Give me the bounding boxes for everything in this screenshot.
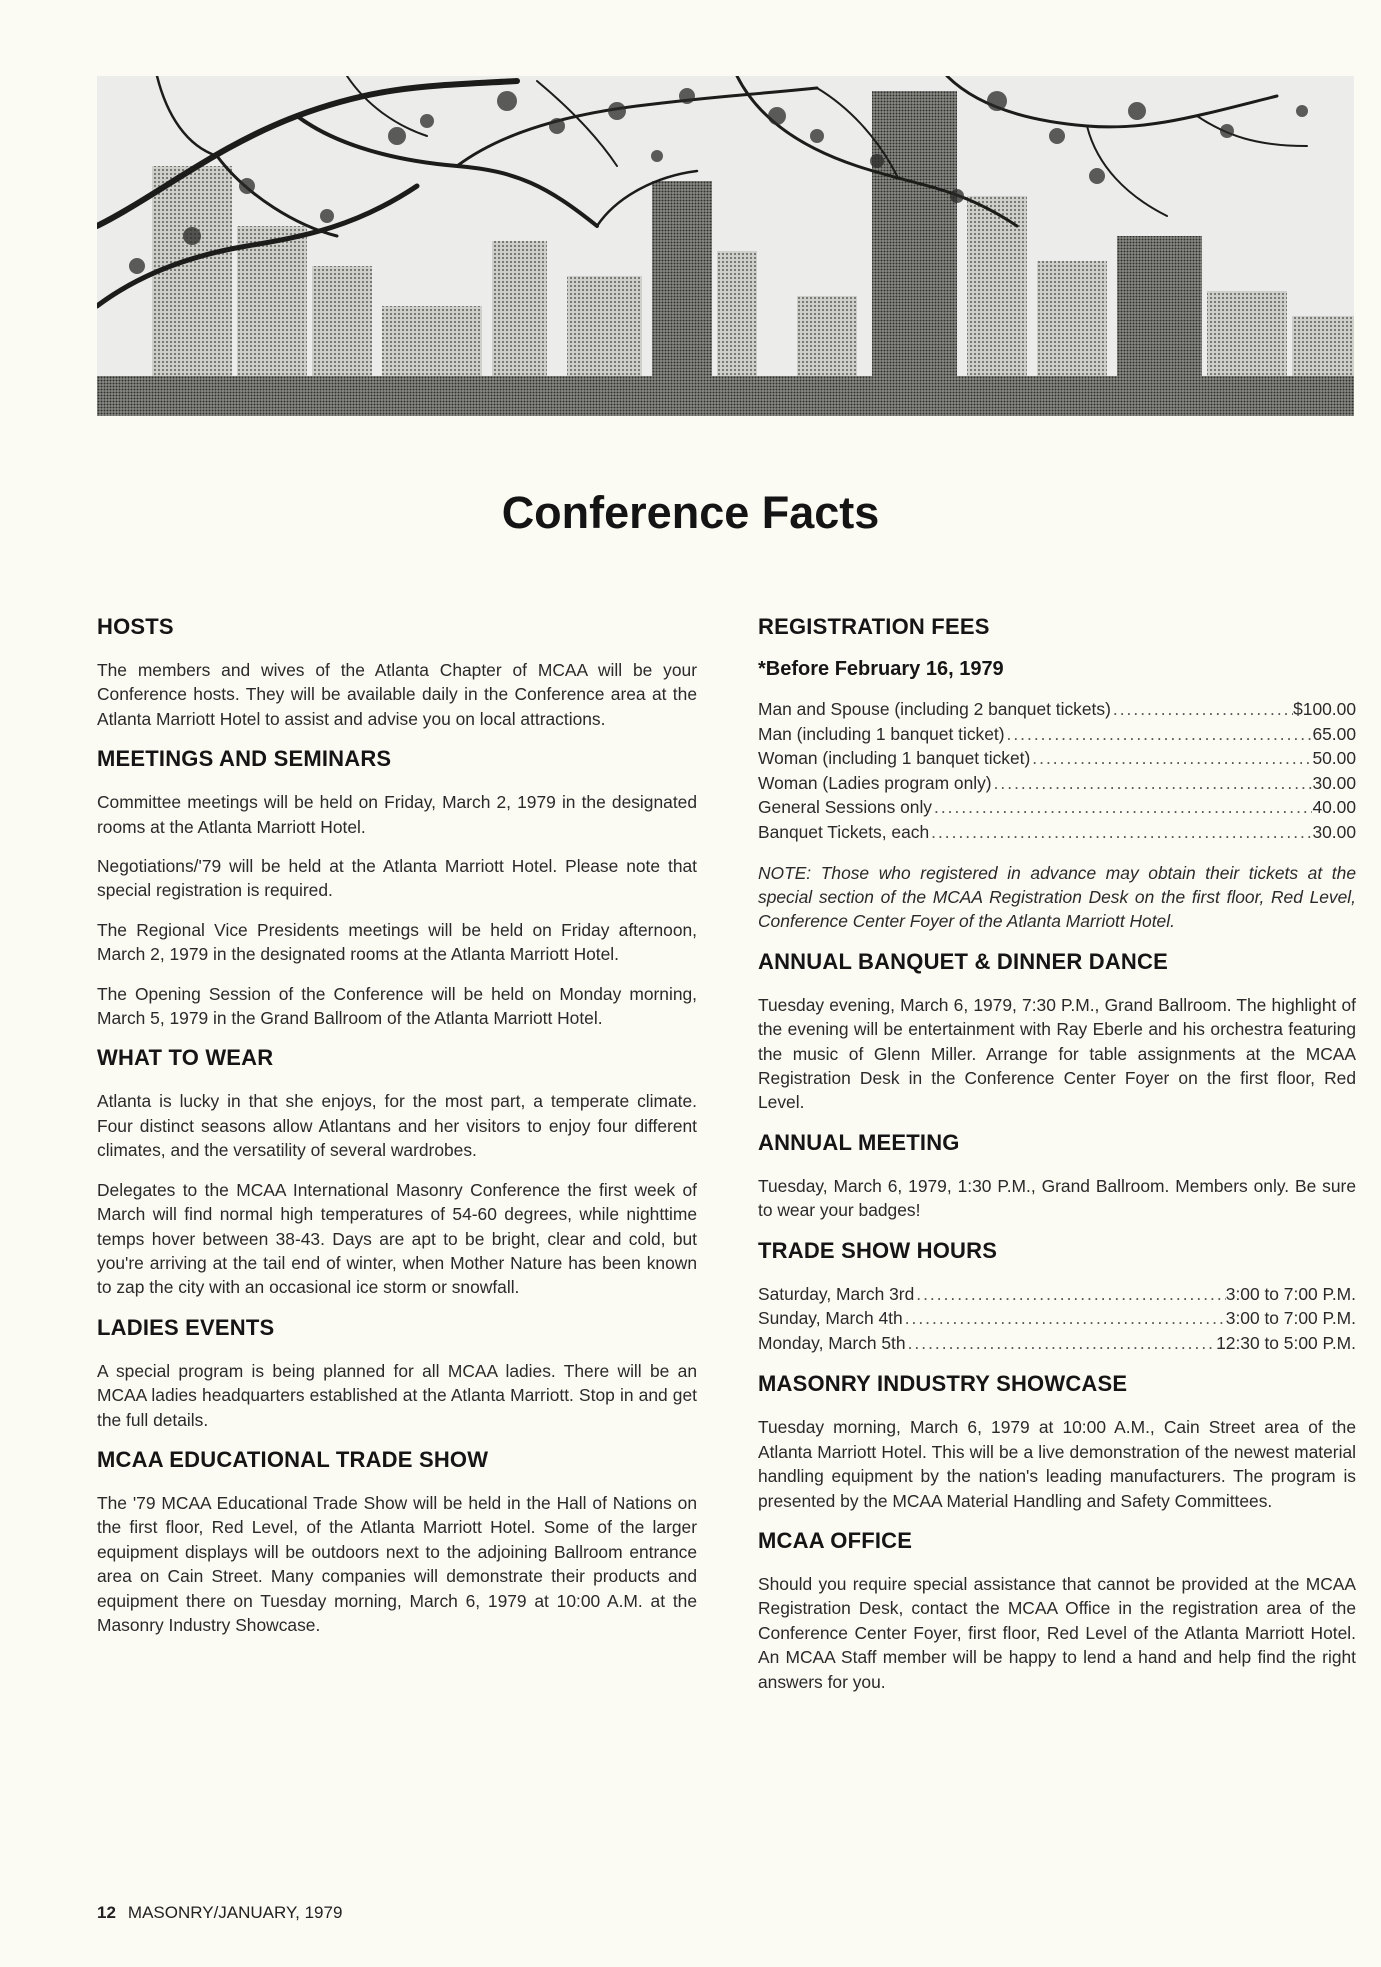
fee-row: [758, 722, 1356, 747]
showcase-heading: MASONRY INDUSTRY SHOWCASE: [758, 1371, 1128, 1397]
trade-show-text: The '79 MCAA Educational Trade Show will be held in the Hall of Nations on the first floor, Red Level, of the Atlanta Marriott Hotel. Some of the larger equipment displays will be outdoors next to the adjoining Ballroom entrance area on Cain Street. Many companies will demonstrate their products and equipment there on Tuesday morning, March 6, 1979 at 10:00 A.M. at the Masonry Industry Showcase.: [97, 1492, 697, 1635]
fee-amount: 30.00: [1312, 821, 1356, 842]
fee-label: Man and Spouse (including 2 banquet tickets): [758, 699, 1111, 719]
left-column: [97, 614, 697, 1652]
skyline-illustration: [97, 76, 1354, 416]
hours-row: [758, 1282, 1356, 1307]
fees-note: NOTE: Those who registered in advance may obtain their tickets at the special section of the MCAA Registration Desk on the first floor, Red Level, Conference Center Foyer of the Atlanta Marriott Hotel.: [758, 862, 1356, 932]
ladies-section: [97, 1315, 697, 1432]
fees-table: [758, 697, 1356, 845]
wear-section: [97, 1045, 697, 1299]
fee-amount: 50.00: [1312, 748, 1356, 769]
trade-hours-table: [758, 1282, 1356, 1356]
meetings-text-3: The Regional Vice Presidents meetings will be held on Friday afternoon, March 2, 1979 in the designated rooms at the Atlanta Marriott Hotel.: [97, 919, 697, 965]
hours-day: Saturday, March 3rd: [758, 1283, 915, 1304]
meetings-heading: MEETINGS AND SEMINARS: [97, 746, 392, 772]
showcase-section: [758, 1371, 1356, 1513]
skyline-photo: [97, 76, 1354, 416]
fee-row: [758, 820, 1356, 845]
hours-time: 3:00 to 7:00 P.M.: [1225, 1308, 1356, 1329]
hours-day: Monday, March 5th: [758, 1332, 906, 1353]
page-footer: [97, 1903, 342, 1923]
trade-show-section: [97, 1447, 697, 1637]
fee-row: [758, 771, 1356, 796]
fee-amount: 30.00: [1312, 772, 1356, 793]
office-heading: MCAA OFFICE: [758, 1528, 913, 1554]
fee-amount: 65.00: [1312, 723, 1356, 744]
fees-deadline: *Before February 16, 1979: [758, 658, 1004, 680]
fee-label: General Sessions only: [758, 797, 932, 818]
fee-row: [758, 746, 1356, 771]
trade-hours-heading: TRADE SHOW HOURS: [758, 1237, 998, 1263]
fee-amount: 40.00: [1312, 797, 1356, 818]
hours-time: 12:30 to 5:00 P.M.: [1216, 1332, 1356, 1353]
fee-label: Woman (Ladies program only): [758, 772, 992, 793]
annual-meeting-text: Tuesday, March 6, 1979, 1:30 P.M., Grand Ballroom. Members only. Be sure to wear your badges!: [758, 1175, 1356, 1221]
right-column: [758, 614, 1356, 1709]
trade-hours-section: [758, 1238, 1356, 1356]
fee-label: Banquet Tickets, each: [758, 821, 930, 842]
hours-day: Sunday, March 4th: [758, 1308, 903, 1329]
office-text: Should you require special assistance that cannot be provided at the MCAA Registration Desk, contact the MCAA Office in the registration area of the Conference Center Foyer, first floor, Red Level of the Atlanta Marriott Hotel. An MCAA Staff member will be happy to lend a hand and help find the right answers for you.: [758, 1574, 1356, 1692]
fee-row: [758, 795, 1356, 820]
trade-show-heading: MCAA EDUCATIONAL TRADE SHOW: [97, 1446, 489, 1472]
annual-meeting-section: [758, 1130, 1356, 1223]
page-number: 12: [97, 1903, 116, 1922]
meetings-section: [97, 746, 697, 1030]
hosts-section: [97, 614, 697, 731]
meetings-text-2: Negotiations/'79 will be held at the Atlanta Marriott Hotel. Please note that special registration is required.: [97, 856, 697, 901]
hosts-heading: HOSTS: [97, 614, 174, 639]
fees-heading: REGISTRATION FEES: [758, 614, 990, 639]
fees-section: [758, 614, 1356, 934]
showcase-text: Tuesday morning, March 6, 1979 at 10:00 A.M., Cain Street area of the Atlanta Marriott Hotel. This will be a live demonstration of the newest material handling equipment by the nation's leading manufacturers. The program is presented by the MCAA Material Handling and Safety Committees.: [758, 1417, 1356, 1511]
fee-amount: $100.00: [1293, 699, 1356, 719]
hours-row: [758, 1306, 1356, 1331]
meetings-text-4: The Opening Session of the Conference will be held on Monday morning, March 5, 1979 in the Grand Ballroom of the Atlanta Marriott Hotel.: [97, 983, 697, 1029]
hosts-text: The members and wives of the Atlanta Chapter of MCAA will be your Conference hosts. They will be available daily in the Conference area at the Atlanta Marriott Hotel to assist and advise you on local attractions.: [97, 660, 697, 729]
wear-text-1: Atlanta is lucky in that she enjoys, for the most part, a temperate climate. Four distinct seasons allow Atlantans and her visitors to enjoy four different climates, and the versatility of several wardrobes.: [97, 1091, 697, 1161]
hours-row: [758, 1331, 1356, 1356]
fee-label: Woman (including 1 banquet ticket): [758, 748, 1031, 769]
fee-label: Man (including 1 banquet ticket): [758, 723, 1005, 744]
banquet-heading: ANNUAL BANQUET & DINNER DANCE: [758, 948, 1168, 974]
banquet-section: [758, 949, 1356, 1115]
banquet-text: Tuesday evening, March 6, 1979, 7:30 P.M., Grand Ballroom. The highlight of the evening will be entertainment with Ray Eberle and his orchestra featuring the music of Glenn Miller. Arrange for table assignments at the MCAA Registration Desk in the Conference Center Foyer on the first floor, Red Level.: [758, 994, 1356, 1113]
meetings-text-1: Committee meetings will be held on Friday, March 2, 1979 in the designated rooms at the Atlanta Marriott Hotel.: [97, 792, 697, 837]
annual-meeting-heading: ANNUAL MEETING: [758, 1129, 960, 1155]
ladies-text: A special program is being planned for all MCAA ladies. There will be an MCAA ladies headquarters established at the Atlanta Marriott. Stop in and get the full details.: [97, 1360, 697, 1430]
wear-text-2: Delegates to the MCAA International Masonry Conference the first week of March will find normal high temperatures of 54-60 degrees, while nighttime temps hover between 38-43. Days are apt to be bright, clear and cold, but you're arriving at the tail end of winter, when Mother Nature has been known to zap the city with an occasional ice storm or snowfall.: [97, 1179, 697, 1298]
wear-heading: WHAT TO WEAR: [97, 1045, 274, 1071]
hours-time: 3:00 to 7:00 P.M.: [1225, 1283, 1356, 1304]
office-section: [758, 1528, 1356, 1694]
ladies-heading: LADIES EVENTS: [97, 1314, 275, 1340]
fee-row: [758, 697, 1356, 722]
page-title: Conference Facts: [501, 487, 880, 538]
magazine-issue: MASONRY/JANUARY, 1979: [127, 1903, 343, 1922]
